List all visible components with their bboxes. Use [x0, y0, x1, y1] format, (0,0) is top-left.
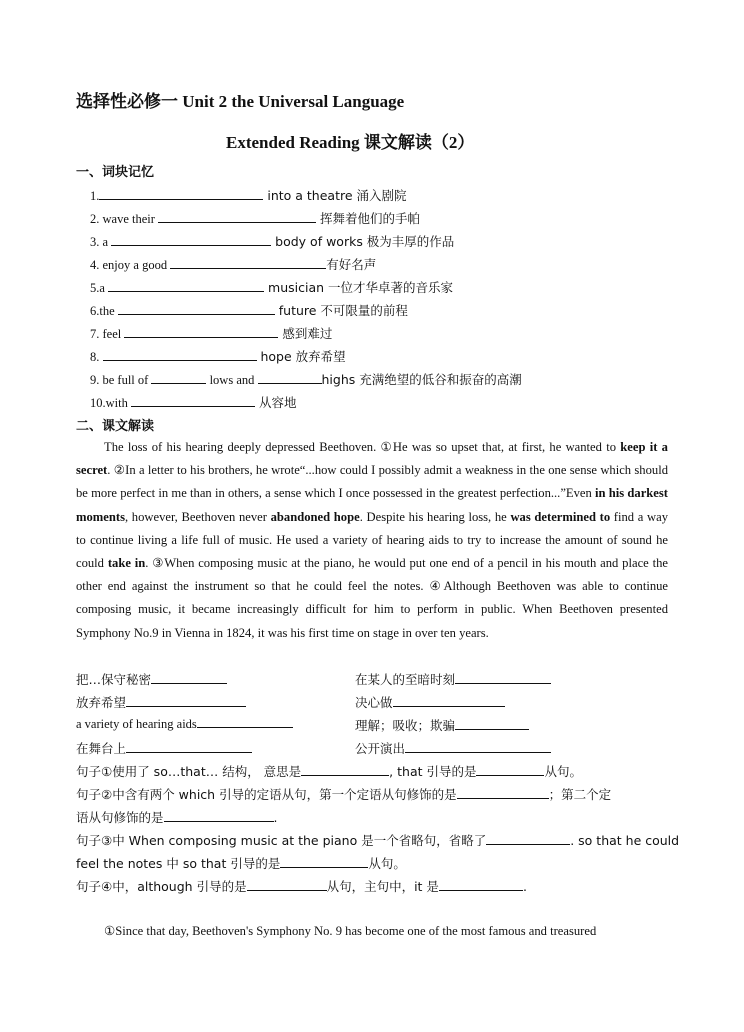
answer-blank[interactable]: [158, 211, 316, 223]
answer-blank[interactable]: [476, 764, 544, 776]
key-phrase: was determined to: [510, 509, 611, 524]
answer-blank[interactable]: [99, 188, 263, 200]
key-phrase: keep it a secret: [76, 440, 668, 478]
answer-blank[interactable]: [126, 741, 252, 753]
answer-blank[interactable]: [455, 672, 551, 684]
answer-blank[interactable]: [247, 879, 327, 891]
answer-blank[interactable]: [111, 234, 271, 246]
answer-blank[interactable]: [151, 372, 206, 384]
answer-blank[interactable]: [439, 879, 523, 891]
answer-blank[interactable]: [126, 695, 246, 707]
reading-paragraph-2: ①Since that day, Beethoven's Symphony No. 9 has become one of the most famous and treasured: [104, 924, 597, 938]
section-heading-reading: 二、课文解读: [76, 419, 155, 434]
list-item: 7. feel 感到难过: [90, 326, 333, 341]
list-item: 4. enjoy a good 有好名声: [90, 257, 377, 272]
answer-blank[interactable]: [131, 395, 255, 407]
list-item: 5.a musician 一位才华卓著的音乐家: [90, 280, 454, 295]
list-item: 1. into a theatre 涌入剧院: [90, 188, 407, 203]
answer-blank[interactable]: [197, 716, 293, 728]
question-3: 句子③中 When composing music at the piano 是一个省略句，省略了 . so that he could: [76, 833, 680, 848]
answer-blank[interactable]: [486, 833, 570, 845]
answer-blank[interactable]: [258, 372, 322, 384]
list-item: 6.the future 不可限量的前程: [90, 303, 408, 318]
answer-blank[interactable]: [405, 741, 551, 753]
answer-blank[interactable]: [164, 810, 274, 822]
list-item: 3. a body of works 极为丰厚的作品: [90, 234, 455, 249]
answer-blank[interactable]: [457, 787, 549, 799]
question-4: 句子④中，although 引导的是 从句，主句中，it 是 .: [76, 879, 527, 894]
phrase-item: 把…保守秘密: [76, 670, 227, 688]
reading-paragraph: [76, 436, 668, 645]
question-2: 句子②中含有两个 which 引导的定语从句，第一个定语从句修饰的是 ；第二个定: [76, 787, 612, 802]
text-run: find a way to continue living a life full of music. He used a variety of hearing aids to try to increase the amount of sound he could: [76, 509, 668, 571]
text-run: , however, Beethoven never: [124, 509, 271, 524]
answer-blank[interactable]: [393, 695, 505, 707]
list-item: 8. hope 放弃希望: [90, 349, 346, 364]
answer-blank[interactable]: [108, 280, 264, 292]
text-run: . Despite his hearing loss, he: [359, 509, 511, 524]
page-title: 选择性必修一 Unit 2 the Universal Language: [76, 92, 405, 111]
key-phrase: take in: [107, 556, 146, 571]
list-item: 2. wave their 挥舞着他们的手帕: [90, 211, 421, 226]
phrase-item: a variety of hearing aids: [76, 716, 293, 732]
answer-blank[interactable]: [280, 856, 368, 868]
answer-blank[interactable]: [301, 764, 389, 776]
answer-blank[interactable]: [118, 303, 275, 315]
text-run: . ③When composing music at the piano, he would put one end of a pencil in his mouth and place the other end against the instrument so that he could feel the notes. ④Although Beethoven was able to continue composing music, it became increasingly difficult for him to perform in public. When Beethoven presented Symphony No.9 in Vienna in 1824, it was his first time on stage in over ten years.: [76, 556, 668, 640]
text-run: . ②In a letter to his brothers, he wrote“...how could I possibly admit a weakness in the one sense which should be more perfect in me than in others, a sense which I once possessed in the greatest perfection...”Even: [76, 463, 668, 501]
question-3-cont: feel the notes 中 so that 引导的是 从句。: [76, 856, 406, 871]
page-subtitle: Extended Reading 课文解读（2）: [226, 133, 475, 152]
phrase-item: 决心做: [355, 693, 505, 711]
answer-blank[interactable]: [103, 349, 257, 361]
list-item: 10.with 从容地: [90, 395, 297, 410]
question-2-cont: 语从句修饰的是 .: [76, 810, 278, 825]
text-run: The loss of his hearing deeply depressed Beethoven. ①He was so upset that, at first, he wanted to: [104, 440, 621, 454]
section-heading-vocab: 一、词块记忆: [76, 165, 155, 180]
key-phrase: in his darkest moments: [76, 486, 668, 524]
phrase-item: 放弃希望: [76, 693, 246, 711]
phrase-item: 理解；吸收；欺骗: [355, 716, 529, 734]
phrase-item: 在舞台上: [76, 739, 252, 757]
phrase-item: 在某人的至暗时刻: [355, 670, 551, 688]
key-phrase: abandoned hope: [270, 509, 360, 524]
question-1: 句子①使用了 so…that… 结构， 意思是 , that 引导的是 从句。: [76, 764, 582, 779]
phrase-item: 公开演出: [355, 739, 551, 757]
answer-blank[interactable]: [151, 672, 227, 684]
list-item: 9. be full of lows and highs 充满绝望的低谷和振奋的高潮: [90, 372, 522, 387]
answer-blank[interactable]: [170, 257, 326, 269]
answer-blank[interactable]: [455, 718, 529, 730]
answer-blank[interactable]: [124, 326, 278, 338]
